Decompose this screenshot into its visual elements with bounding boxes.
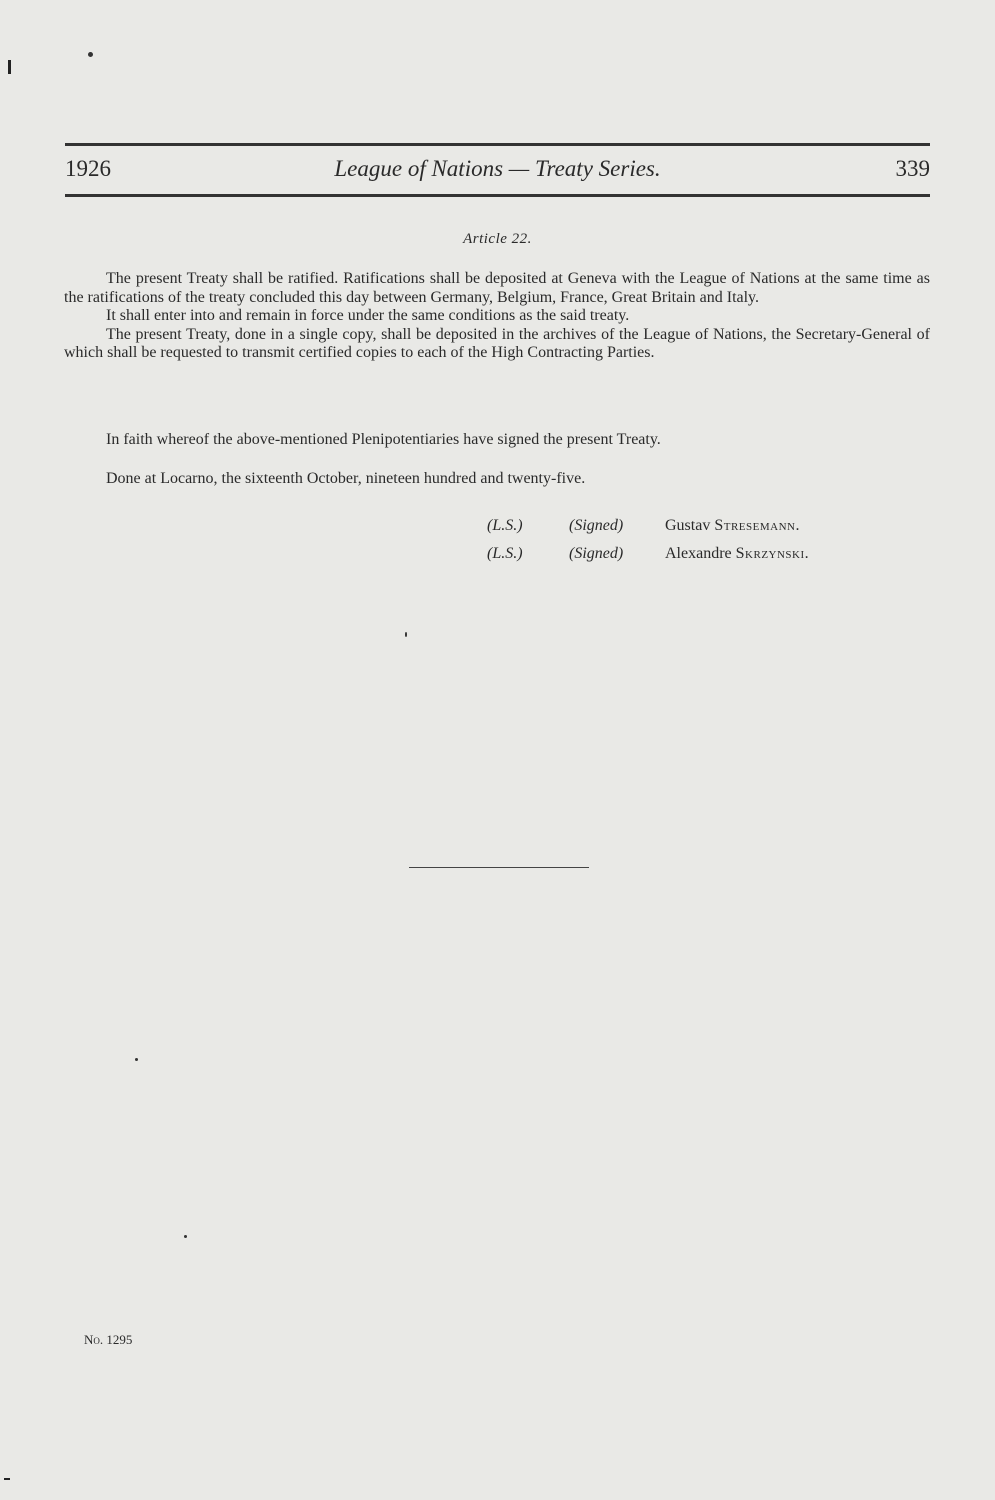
header-page-number: 339 bbox=[895, 156, 930, 181]
treaty-number: No. 1295 bbox=[84, 1332, 133, 1347]
scan-margin-mark bbox=[4, 1478, 10, 1480]
seal-mark: (L.S.) bbox=[487, 517, 523, 534]
header-year: 1926 bbox=[65, 156, 111, 181]
header-title: League of Nations — Treaty Series. bbox=[334, 156, 661, 181]
paragraph-deposit: The present Treaty, done in a single copy, shall be deposited in the archives of the League of Nations, the Secretary-General of which shall be requested to transmit certified copies to each of the High Contracting Parties. bbox=[64, 325, 930, 361]
signature-line bbox=[487, 517, 800, 535]
scan-speck bbox=[88, 52, 93, 57]
scan-speck bbox=[184, 1235, 187, 1238]
signed-mark: (Signed) bbox=[569, 545, 624, 562]
scan-speck bbox=[405, 632, 407, 637]
running-header bbox=[65, 143, 930, 197]
signed-mark: (Signed) bbox=[569, 517, 624, 534]
seal-mark: (L.S.) bbox=[487, 545, 523, 562]
signatory-surname: Stresemann. bbox=[714, 517, 800, 534]
scan-margin-mark bbox=[8, 60, 11, 74]
signature-line bbox=[487, 545, 809, 563]
in-faith-clause: In faith whereof the above-mentioned Plenipotentiaries have signed the present Treaty. bbox=[106, 431, 661, 448]
signatory-surname: Skrzynski. bbox=[735, 545, 810, 562]
done-at-clause: Done at Locarno, the sixteenth October, nineteen hundred and twenty-five. bbox=[106, 470, 586, 487]
end-rule bbox=[409, 867, 589, 868]
paragraph-entry-into-force: It shall enter into and remain in force under the same conditions as the said treaty. bbox=[106, 307, 630, 324]
signatory-first-name: Gustav bbox=[665, 517, 711, 534]
paragraph-ratification: The present Treaty shall be ratified. Ratifications shall be deposited at Geneva with the League of Nations at the same time as the ratifications of the treaty concluded this day between Germany, Belgium, France, Great Britain and Italy. bbox=[64, 270, 930, 306]
article-heading: Article 22. bbox=[463, 231, 532, 247]
article-body bbox=[64, 270, 930, 363]
scan-speck bbox=[135, 1058, 138, 1061]
signatory-first-name: Alexandre bbox=[665, 545, 732, 562]
